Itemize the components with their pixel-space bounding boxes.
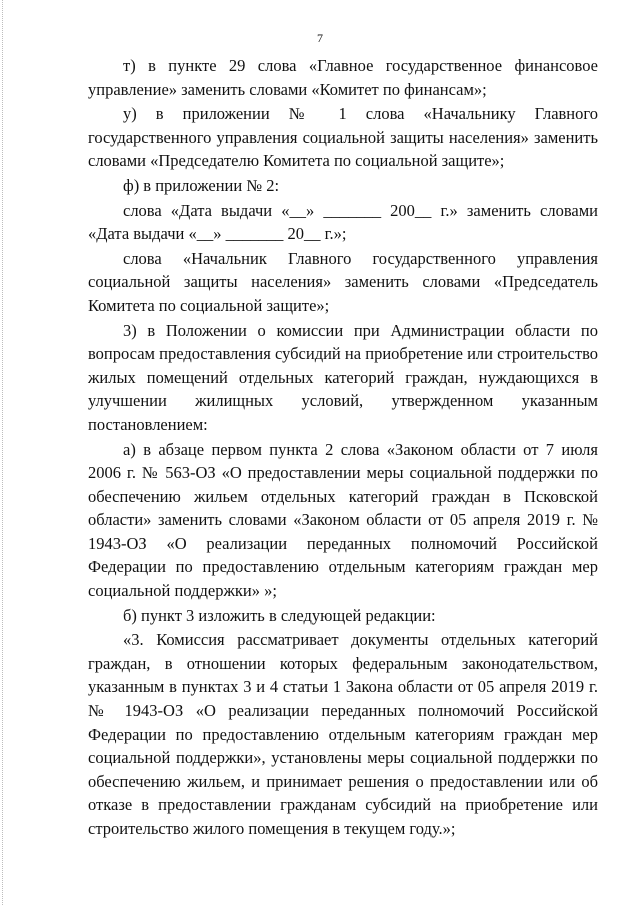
paragraph-b: б) пункт 3 изложить в следующей редакции:	[123, 605, 436, 625]
paragraph-f: ф) в приложении № 2:	[123, 175, 280, 195]
paragraph-3: 3) в Положении о комиссии при Администрации области по вопросам предоставления субсидий на приобретение или строительство жилых помещений отдельных категорий граждан, нуждающихся в улучшении жилищных условий, утвержденном указанным постановлением:	[88, 320, 598, 434]
paragraph-a: а) в абзаце первом пункта 2 слова «Законом области от 7 июля 2006 г. № 563-ОЗ «О предоставлении меры социальной поддержки по обеспечению жильем отдельных категорий граждан в Псковской области» заменить словами «Законом области от 05 апреля 2019 г. № 1943-ОЗ «О реализации переданных полномочий Российской Федерации по предоставлению отдельным категориям граждан мер социальной поддержки» »;	[88, 439, 598, 601]
paragraph-point-3: «3. Комиссия рассматривает документы отдельных категорий граждан, в отношении которых федеральным законодательством, указанным в пунктах 3 и 4 статьи 1 Закона области от 05 апреля 2019 г. № 1943-ОЗ «О реализации переданных полномочий Российской Федерации по предоставлению отдельным категориям граждан мер социальной поддержки», установлены меры социальной поддержки по обеспечению жильем, и принимает решения о предоставлении или об отказе в предоставлении гражданам субсидий на приобретение или строительство жилого помещения в текущем году.»;	[88, 630, 598, 838]
paragraph-u: у) в приложении № 1 слова «Начальнику Главного государственного управления социальной защиты населения» заменить словами «Председателю Комитета по социальной защите»;	[88, 104, 598, 171]
paragraph-chief-words: слова «Начальник Главного государственного управления социальной защиты населения» заменить словами «Председатель Комитета по социальной защите»;	[88, 248, 598, 315]
page-edge	[2, 0, 4, 905]
paragraph-t: т) в пункте 29 слова «Главное государственное финансовое управление» заменить словами «Комитет по финансам»;	[88, 56, 598, 99]
document-body	[88, 54, 598, 841]
page-number: 7	[317, 31, 323, 45]
paragraph-date-words: слова «Дата выдачи «__» _______ 200__ г.» заменить словами «Дата выдачи «__» _______ 20__ г.»;	[88, 200, 598, 244]
